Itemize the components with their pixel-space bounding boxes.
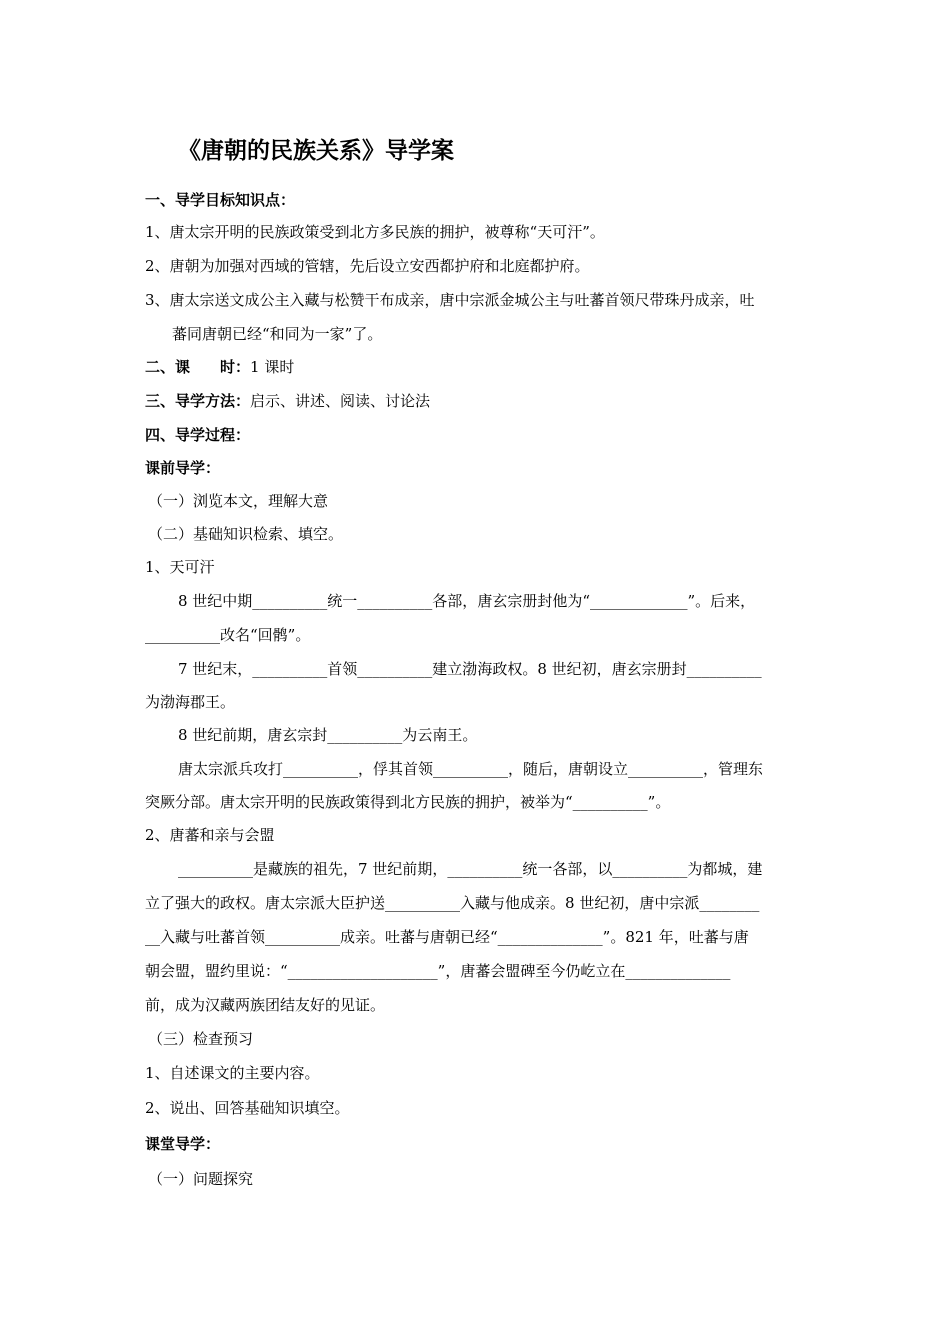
hours-label: 二、课 时： [145,358,251,376]
objective-item-2: 2、唐朝为加强对西域的管辖，先后设立安西都护府和北庭都护府。 [145,257,590,275]
pre-class-heading: 课前导学： [145,459,221,477]
pre-class-step-1: （一）浏览本文，理解大意 [148,492,329,510]
objective-item-3-line-2: 蕃同唐朝已经“和同为一家”了。 [172,325,383,343]
fill-paragraph-2-line-2: 为渤海郡王。 [145,693,236,711]
methods-row [145,391,430,411]
in-class-step-1: （一）问题探究 [148,1170,254,1188]
process-heading: 四、导学过程： [145,426,251,444]
methods-label: 三、导学方法： [145,392,251,410]
hours-row [145,357,294,377]
fill-paragraph-5-line-1: __________是藏族的祖先，7 世纪前期，__________统一各部，以__________为都城，建 [178,860,763,878]
objectives-heading: 一、导学目标知识点： [145,191,296,209]
fill-paragraph-5-line-5: 前，成为汉藏两族团结友好的见证。 [145,996,386,1014]
topic-2-heading: 2、唐蕃和亲与会盟 [145,826,275,844]
fill-paragraph-4-line-2: 突厥分部。唐太宗开明的民族政策得到北方民族的拥护，被举为“__________”。 [145,793,671,811]
check-item-2: 2、说出、回答基础知识填空。 [145,1099,350,1117]
check-item-1: 1、自述课文的主要内容。 [145,1064,320,1082]
fill-paragraph-3: 8 世纪前期，唐玄宗封__________为云南王。 [178,726,478,744]
fill-paragraph-2-line-1: 7 世纪末，__________首领__________建立渤海政权。8 世纪初，唐玄宗册封__________ [178,660,762,678]
fill-paragraph-5-line-4: 朝会盟，盟约里说：“____________________”，唐蕃会盟碑至今仍屹立在______________ [145,962,731,980]
fill-paragraph-5-line-2: 立了强大的政权。唐太宗派大臣护送__________入藏与他成亲。8 世纪初，唐中宗派________ [145,894,760,912]
fill-paragraph-4-line-1: 唐太宗派兵攻打__________，俘其首领__________，随后，唐朝设立__________，管理东 [178,760,764,778]
fill-paragraph-5-line-3: __入藏与吐蕃首领__________成亲。吐蕃与唐朝已经“______________”。821 年，吐蕃与唐 [145,928,749,946]
methods-value: 启示、讲述、阅读、讨论法 [250,392,431,410]
objective-item-1: 1、唐太宗开明的民族政策受到北方多民族的拥护，被尊称“天可汗”。 [145,223,605,241]
fill-paragraph-1-line-1: 8 世纪中期__________统一__________各部，唐玄宗册封他为“_____________”。后来， [178,592,756,610]
topic-1-heading: 1、天可汗 [145,558,215,576]
objective-item-3-line-1: 3、唐太宗送文成公主入藏与松赞干布成亲，唐中宗派金城公主与吐蕃首领尺带珠丹成亲，吐 [145,291,755,309]
fill-paragraph-1-line-2: __________改名“回鹘”。 [145,626,311,644]
hours-value: 1 课时 [250,358,295,376]
in-class-heading: 课堂导学： [145,1135,221,1153]
pre-class-step-2: （二）基础知识检索、填空。 [148,525,344,543]
pre-class-step-3: （三）检查预习 [148,1030,254,1048]
document-title: 《唐朝的民族关系》导学案 [178,138,454,164]
